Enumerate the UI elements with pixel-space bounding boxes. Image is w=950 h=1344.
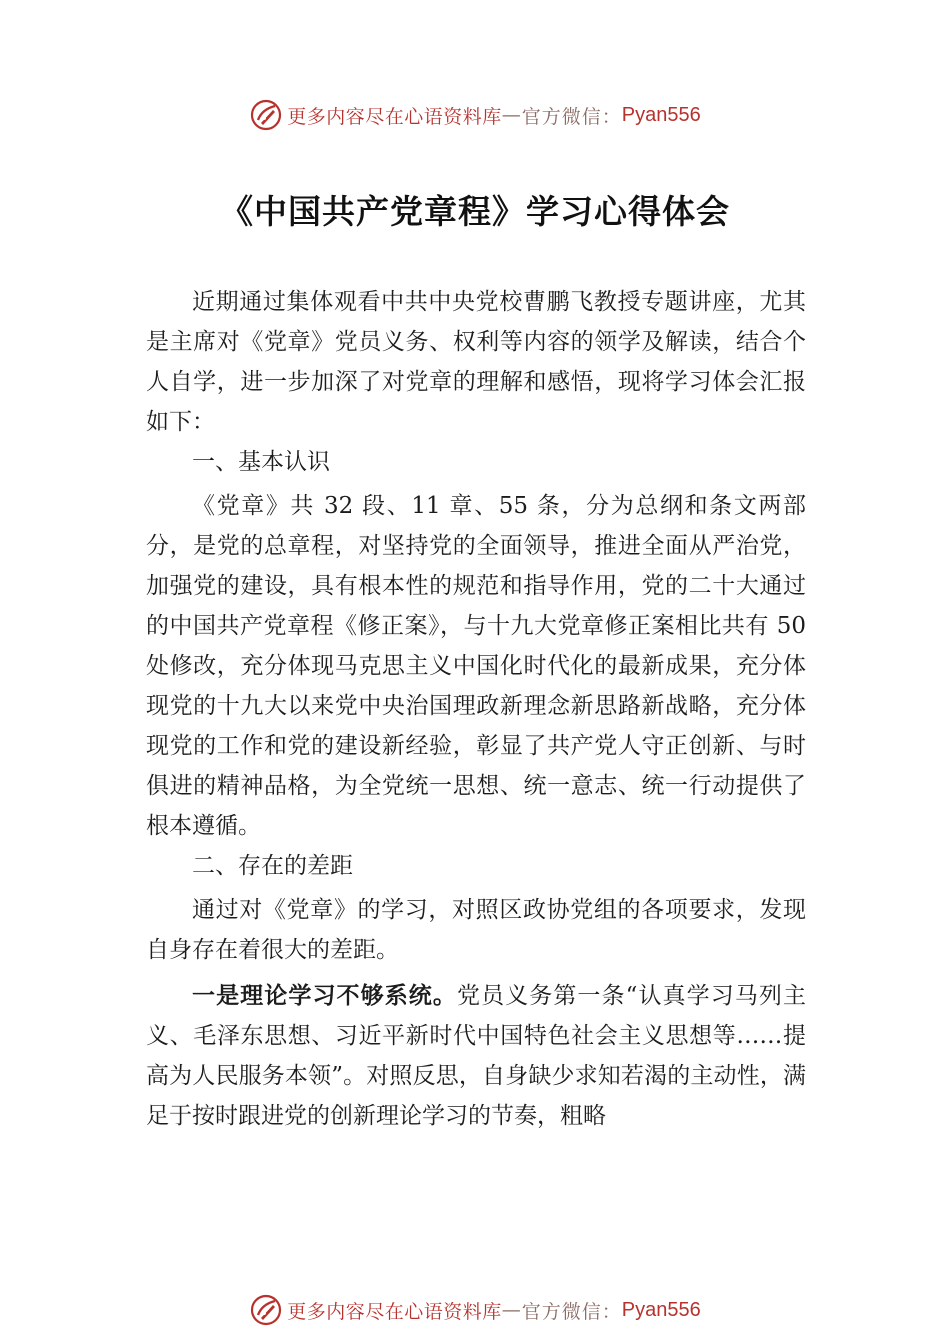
watermark-brand: 更多内容尽在心语资料库 — [287, 1300, 502, 1323]
watermark-footer — [0, 1290, 950, 1330]
document-body — [146, 282, 806, 1136]
watermark-brand: 更多内容尽在心语资料库 — [287, 105, 502, 128]
section-heading-gaps: 二、存在的差距 — [192, 853, 353, 879]
gap-one-text: 党员义务第一条“认真学习马列主义、毛泽东思想、习近平新时代中国特色社会主义思想等……提高为人民服务本领”。对照反思，自身缺少求知若渴的主动性，满足于按时跟进党的创新理论学习的节奏，粗略 — [146, 983, 806, 1129]
watermark-separator: — — [501, 1299, 522, 1321]
watermark-header — [0, 95, 950, 135]
watermark-wechat-label: 官方微信： — [521, 105, 622, 128]
watermark-wechat-id: Pyan556 — [621, 1298, 701, 1321]
gaps-intro-paragraph: 通过对《党章》的学习，对照区政协党组的各项要求，发现自身存在着很大的差距。 — [146, 897, 806, 963]
document-title: 《中国共产党章程》学习心得体会 — [220, 192, 730, 231]
pen-heart-logo-icon — [249, 1293, 283, 1327]
watermark-wechat-id: Pyan556 — [621, 103, 701, 126]
basic-understanding-paragraph: 《党章》共 32 段、11 章、55 条，分为总纲和条文两部分，是党的总章程，对坚持党的全面领导，推进全面从严治党，加强党的建设，具有根本性的规范和指导作用，党的二十大通过的中国共产党章程《修正案》，与十九大党章修正案相比共有 50 处修改，充分体现马克思主义中国化时代化的最新成果，充分体现党的十九大以来党中央治国理政新理念新思路新战略，充分体现党的工作和党的建设新经验，彰显了共产党人守正创新、与时俱进的精神品格，为全党统一思想、统一意志、统一行动提供了根本遵循。 — [146, 493, 806, 839]
gap-one-paragraph — [146, 976, 806, 1136]
section-heading-basic-understanding: 一、基本认识 — [192, 449, 330, 475]
watermark-wechat-label: 官方微信： — [521, 1300, 622, 1323]
pen-heart-logo-icon — [249, 98, 283, 132]
intro-paragraph: 近期通过集体观看中共中央党校曹鹏飞教授专题讲座，尤其是主席对《党章》党员义务、权利等内容的领学及解读，结合个人自学，进一步加深了对党章的理解和感悟，现将学习体会汇报如下： — [146, 289, 806, 435]
watermark-separator: — — [501, 104, 522, 126]
gap-one-heading: 一是理论学习不够系统。 — [192, 983, 457, 1009]
